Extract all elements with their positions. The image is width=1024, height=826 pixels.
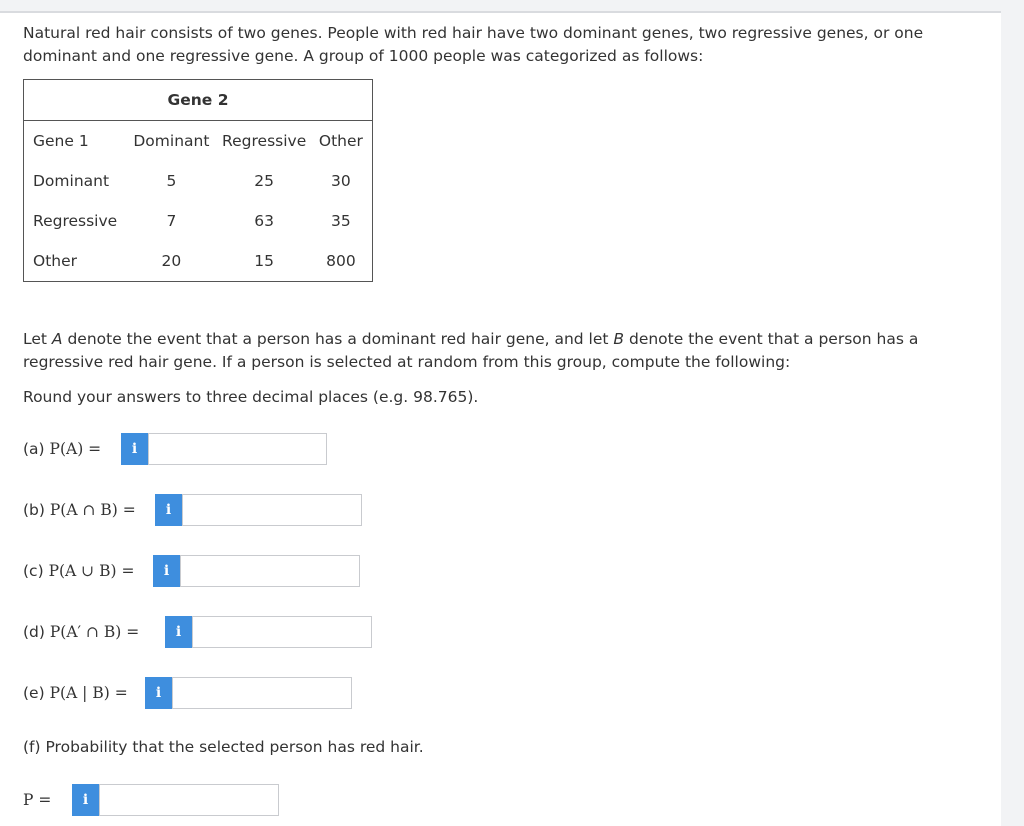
- info-icon[interactable]: i: [72, 784, 99, 816]
- table-cell: 35: [331, 212, 351, 230]
- table-cell: 7: [166, 212, 177, 230]
- question-expression: P(A ∩ B) =: [49, 501, 136, 519]
- question-prefix: (e): [23, 684, 45, 702]
- table-cell: 25: [254, 172, 275, 190]
- table-row: [24, 161, 373, 201]
- question-expression: P(A | B) =: [49, 684, 128, 702]
- column-header: Regressive: [222, 132, 307, 150]
- event-b-variable: B: [613, 330, 625, 348]
- table-cell: 15: [254, 252, 275, 270]
- question-f-text: (f) Probability that the selected person has red hair.: [23, 738, 424, 756]
- row-label: Dominant: [33, 172, 110, 190]
- paragraph-text: denote the event that a person has a dominant red hair gene, and let: [62, 330, 614, 348]
- gene-table: [23, 79, 373, 282]
- question-a-label: [23, 432, 101, 466]
- question-prefix: (c): [23, 562, 44, 580]
- question-expression: P(A) =: [49, 440, 102, 458]
- event-a-variable: A: [51, 330, 63, 348]
- table-header-row: [24, 121, 373, 162]
- question-d-label: [23, 615, 139, 649]
- question-expression: P(A′ ∩ B) =: [49, 623, 140, 641]
- column-header: Other: [318, 132, 363, 150]
- question-e-label: [23, 676, 128, 710]
- question-prefix: (b): [23, 501, 45, 519]
- question-prefix: (d): [23, 623, 45, 641]
- problem-intro: Natural red hair consists of two genes. People with red hair have two dominant genes, two regressive genes, or one dominant and one regressive gene. A group of 1000 people was categorized as follows:: [23, 24, 924, 65]
- answer-input-e[interactable]: [172, 677, 352, 709]
- answer-input-b[interactable]: [182, 494, 362, 526]
- question-f-label: [23, 783, 51, 817]
- answer-input-d[interactable]: [192, 616, 372, 648]
- table-row: [24, 201, 373, 241]
- question-expression: P(A ∪ B) =: [48, 562, 135, 580]
- paragraph-text: Let: [23, 330, 52, 348]
- column-header: Dominant: [133, 132, 210, 150]
- row-label: Regressive: [33, 212, 118, 230]
- table-cell: 30: [331, 172, 351, 190]
- table-row: [24, 241, 373, 282]
- question-expression: P =: [23, 791, 52, 809]
- info-icon[interactable]: i: [121, 433, 148, 465]
- row-label: Other: [33, 252, 78, 270]
- row-header: Gene 1: [33, 132, 89, 150]
- rounding-note: Round your answers to three decimal places (e.g. 98.765).: [23, 388, 479, 406]
- answer-input-f[interactable]: [99, 784, 279, 816]
- info-icon[interactable]: i: [165, 616, 192, 648]
- table-cell: 5: [166, 172, 177, 190]
- answer-input-c[interactable]: [180, 555, 360, 587]
- table-cell: 63: [254, 212, 275, 230]
- question-c-label: [23, 554, 134, 588]
- table-title: Gene 2: [167, 91, 229, 109]
- answer-input-a[interactable]: [148, 433, 327, 465]
- info-icon[interactable]: i: [155, 494, 182, 526]
- event-definition: [23, 328, 983, 374]
- info-icon[interactable]: i: [153, 555, 180, 587]
- paragraph-text: denote the event that a person has a regressive red hair gene. If a person is selected at random from this group, compute the following:: [23, 330, 919, 371]
- table-cell: 20: [161, 252, 182, 270]
- table-title-row: [24, 80, 373, 121]
- table-cell: 800: [326, 252, 356, 270]
- question-b-label: [23, 493, 136, 527]
- info-icon[interactable]: i: [145, 677, 172, 709]
- question-prefix: (a): [23, 440, 45, 458]
